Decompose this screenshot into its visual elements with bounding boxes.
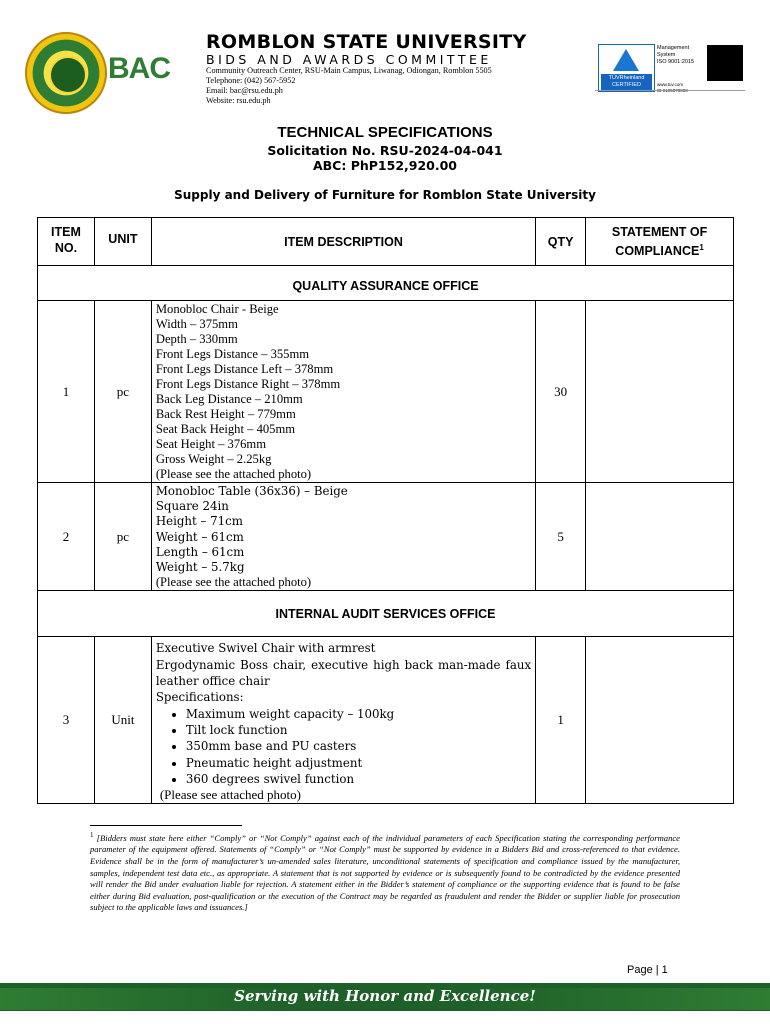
table-header-row bbox=[38, 218, 734, 266]
item-qty: 1 bbox=[536, 637, 586, 804]
table-row bbox=[38, 637, 734, 804]
university-seal-logo bbox=[25, 32, 107, 114]
item-number: 3 bbox=[38, 637, 95, 804]
col-header-qty: QTY bbox=[536, 218, 586, 266]
project-title: Supply and Delivery of Furniture for Romblon State University bbox=[174, 188, 596, 202]
item-number: 1 bbox=[38, 301, 95, 483]
university-name: ROMBLON STATE UNIVERSITY bbox=[206, 31, 527, 53]
item-description: Executive Swivel Chair with armrest Ergodynamic Boss chair, executive high back man-made faux leather office chair Specifications: • Maximum weight capacity – 100kg • Tilt lock function • 350mm base and PU casters • Pneumatic height adjustment • 360 degrees swivel function (Please see attached photo) bbox=[151, 637, 535, 804]
item-unit: Unit bbox=[94, 637, 151, 804]
item-description: Monobloc Table (36x36) – Beige Square 24in Height – 71cm Weight – 61cm Length – 61cm Weight – 5.7kg (Please see the attached photo) bbox=[151, 483, 535, 591]
page-number: Page | 1 bbox=[627, 964, 668, 976]
compliance-cell[interactable] bbox=[586, 637, 734, 804]
item-qty: 5 bbox=[536, 483, 586, 591]
item-qty: 30 bbox=[536, 301, 586, 483]
list-item: • Maximum weight capacity – 100kg bbox=[186, 706, 531, 722]
list-item: • 350mm base and PU casters bbox=[186, 738, 531, 754]
section-title: QUALITY ASSURANCE OFFICE bbox=[38, 266, 734, 301]
item-description: Monobloc Chair - Beige Width – 375mm Depth – 330mm Front Legs Distance – 355mm Front Legs Distance Left – 378mm Front Legs Distance Right – 378mm Back Leg Distance – 210mm Back Rest Height – 779mm Seat Back Height – 405mm Seat Height – 376mm Gross Weight – 2.25kg (Please see the attached photo) bbox=[151, 301, 535, 483]
certificate-id-text: www.tuv.com bbox=[657, 82, 684, 87]
footnote-divider bbox=[90, 825, 242, 826]
col-header-compliance: STATEMENT OF COMPLIANCE$^1$ bbox=[586, 218, 734, 266]
tuv-certification-logo: TÜVRheinland CERTIFIED bbox=[598, 44, 655, 92]
compliance-cell[interactable] bbox=[586, 483, 734, 591]
section-row bbox=[38, 591, 734, 637]
specifications-table bbox=[37, 217, 734, 804]
solicitation-number: Solicitation No. RSU-2024-04-041 bbox=[267, 143, 503, 158]
committee-name: BIDS AND AWARDS COMMITTEE bbox=[206, 52, 492, 67]
col-header-item-no: ITEM NO. bbox=[38, 218, 95, 266]
approved-budget: ABC: PhP152,920.00 bbox=[312, 158, 458, 173]
tuv-triangle-icon bbox=[613, 49, 639, 71]
footnote: $^1$ [Bidders must state here either “Comply” or “Not Comply” against each of the individual parameters of each Specification stating the corresponding performance parameter of the equipment offered. Statements of “Comply” or “Not Comply” must be supported by evidence in a Bidders Bid and cross-referenced to that evidence. Evidence shall be in the form of manufacturer’s un-amended sales literature, unconditional statements of specification and compliance issued by the manufacturer, samples, independent test data etc., as appropriate. A statement that is not supported by evidence or is subsequently found to be contradicted by the evidence presented will render the Bid under evaluation liable for rejection. A statement either in the Bidder’s statement of compliance or the supporting evidence that is found to be false either during Bid evaluation, post-qualification or the execution of the Contract may be regarded as fraudulent and render the Bidder or supplier liable for prosecution subject to the applicable laws and issuances.] bbox=[90, 831, 680, 913]
item-unit: pc bbox=[94, 301, 151, 483]
col-header-unit: UNIT bbox=[94, 218, 151, 266]
item-number: 2 bbox=[38, 483, 95, 591]
footer-motto: Serving with Honor and Excellence! bbox=[234, 987, 536, 1005]
letterhead bbox=[0, 0, 770, 118]
item-unit: pc bbox=[94, 483, 151, 591]
contact-address: Community Outreach Center, RSU-Main Campus, Liwanag, Odiongan, Romblon 5505 Telephone: (042) 567-5952 Email: bac@rsu.edu.ph Website: rsu.edu.ph bbox=[206, 66, 492, 105]
iso-certification-text: Management System ISO 9001:2015 bbox=[657, 45, 695, 65]
section-row bbox=[38, 266, 734, 301]
table-row bbox=[38, 301, 734, 483]
section-title: INTERNAL AUDIT SERVICES OFFICE bbox=[38, 591, 734, 637]
list-item: • Tilt lock function bbox=[186, 722, 531, 738]
table-row bbox=[38, 483, 734, 591]
list-item: • 360 degrees swivel function bbox=[186, 771, 531, 787]
page-title: TECHNICAL SPECIFICATIONS bbox=[277, 124, 493, 141]
specifications-list bbox=[156, 706, 531, 787]
compliance-cell[interactable] bbox=[586, 301, 734, 483]
qr-code-icon bbox=[707, 45, 743, 81]
list-item: • Pneumatic height adjustment bbox=[186, 755, 531, 771]
col-header-description: ITEM DESCRIPTION bbox=[151, 218, 535, 266]
bac-logo: BAC bbox=[108, 52, 170, 85]
